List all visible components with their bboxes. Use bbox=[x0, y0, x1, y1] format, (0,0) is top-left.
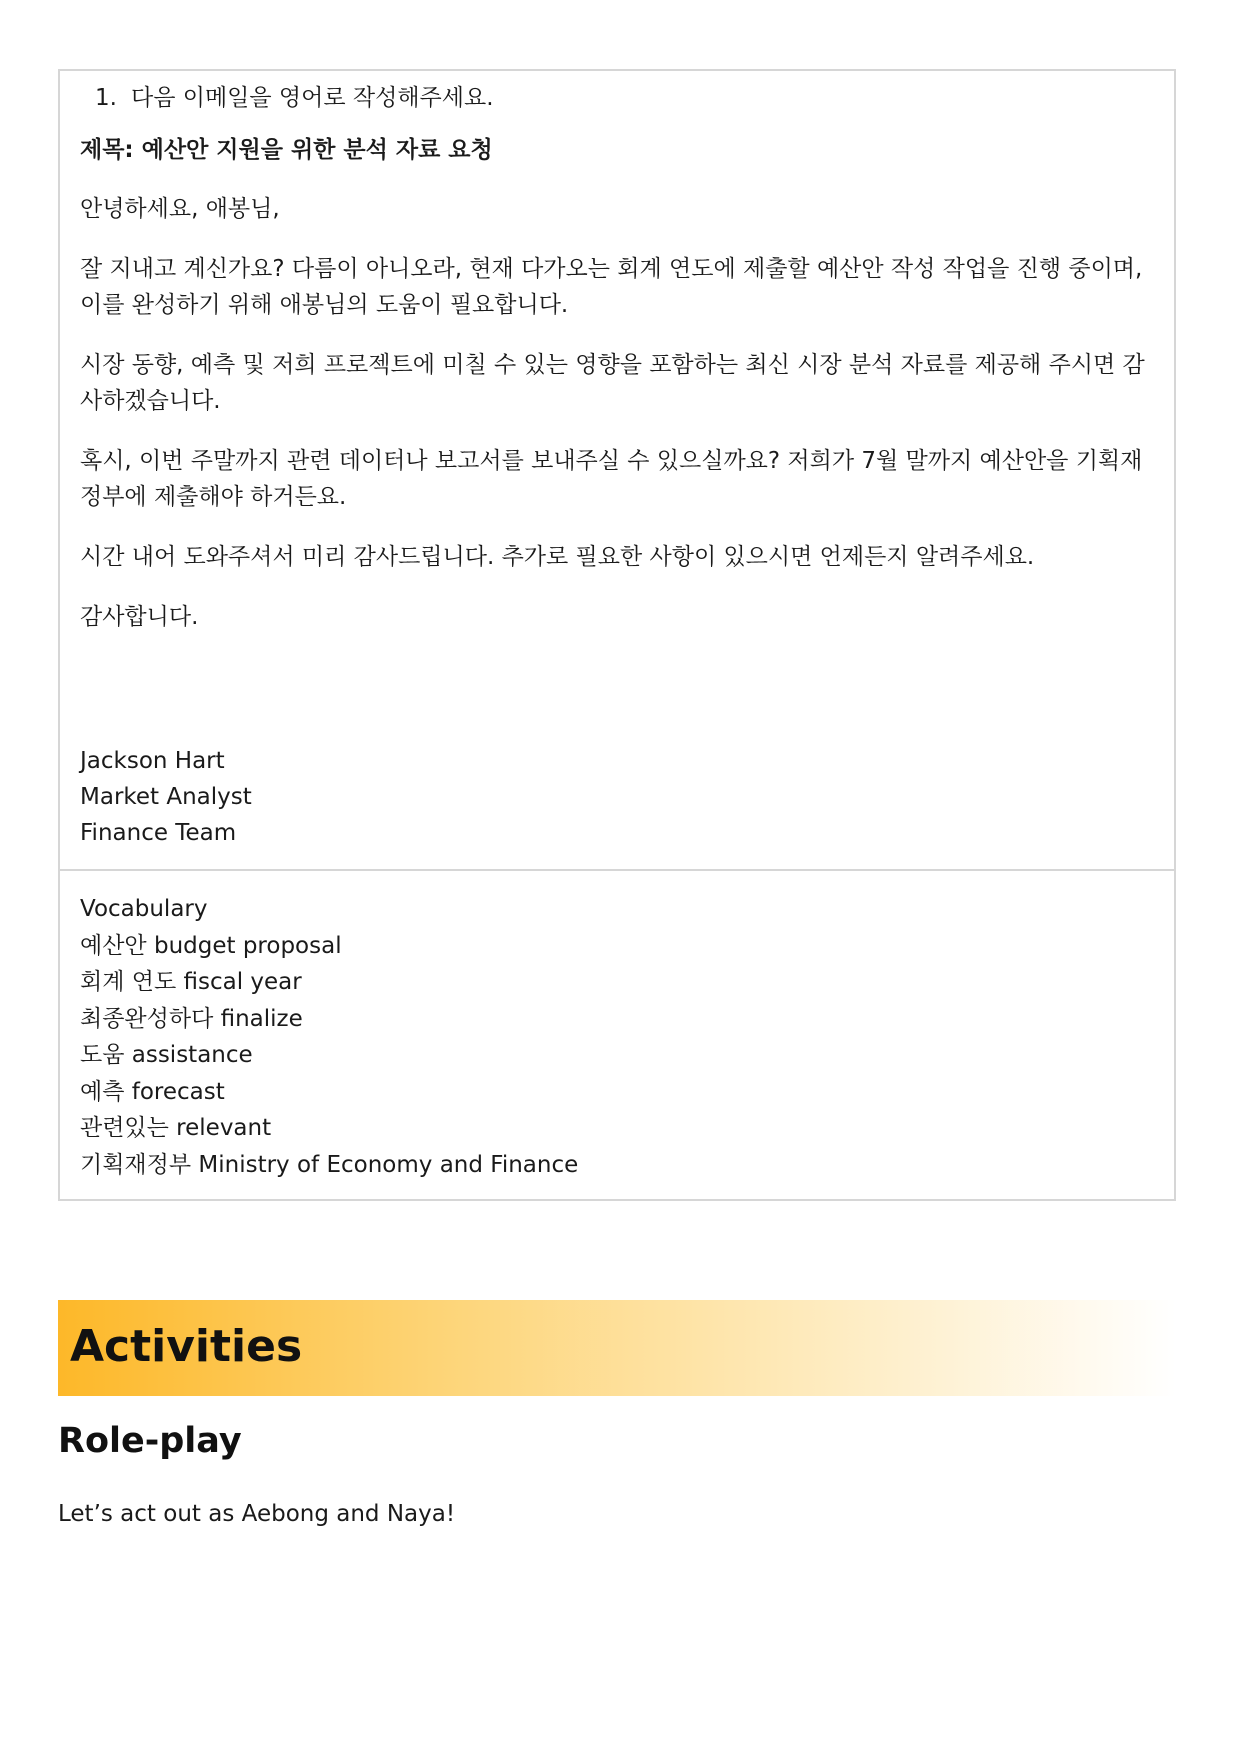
vocabulary-item: 예측 forecast bbox=[80, 1078, 225, 1105]
email-paragraph-4: 시간 내어 도와주셔서 미리 감사드립니다. 추가로 필요한 사항이 있으시면 언제든지 알려주세요. bbox=[80, 544, 1035, 570]
email-subject: 제목: 예산안 지원을 위한 분석 자료 요청 bbox=[80, 137, 493, 163]
task-text: 다음 이메일을 영어로 작성해주세요. bbox=[131, 85, 494, 111]
email-paragraph-3: 혹시, 이번 주말까지 관련 데이터나 보고서를 보내주실 수 있으실까요? 저희가 7월 말까지 예산안을 기획재정부에 제출해야 하거든요. bbox=[80, 448, 1143, 510]
signature-title: Market Analyst bbox=[80, 784, 252, 810]
vocabulary-item: 최종완성하다 finalize bbox=[80, 1005, 303, 1032]
vocabulary-item: 도움 assistance bbox=[80, 1042, 253, 1068]
activities-title: Activities bbox=[70, 1321, 303, 1372]
vocabulary-item: 회계 연도 fiscal year bbox=[80, 969, 302, 995]
activities-banner bbox=[58, 1300, 1176, 1396]
email-paragraph-2: 시장 동향, 예측 및 저희 프로젝트에 미칠 수 있는 영향을 포함하는 최신 시장 분석 자료를 제공해 주시면 감사하겠습니다. bbox=[80, 352, 1145, 414]
roleplay-intro: Let’s act out as Aebong and Naya! bbox=[58, 1501, 456, 1527]
vocabulary-item: 예산안 budget proposal bbox=[80, 932, 342, 959]
signature-name: Jackson Hart bbox=[80, 748, 225, 774]
email-closing: 감사합니다. bbox=[80, 604, 199, 630]
vocabulary-heading: Vocabulary bbox=[80, 896, 208, 922]
signature-team: Finance Team bbox=[80, 820, 237, 846]
roleplay-heading: Role-play bbox=[58, 1421, 242, 1461]
email-section bbox=[60, 71, 1174, 869]
email-paragraph-1: 잘 지내고 계신가요? 다름이 아니오라, 현재 다가오는 회계 연도에 제출할 예산안 작성 작업을 진행 중이며, 이를 완성하기 위해 애봉님의 도움이 필요합니다. bbox=[80, 256, 1143, 318]
vocabulary-section bbox=[60, 869, 1174, 1199]
task-number: 1. bbox=[95, 85, 117, 111]
task-instruction bbox=[80, 81, 1156, 115]
email-exercise-box bbox=[58, 69, 1176, 1201]
vocabulary-item: 기획재정부 Ministry of Economy and Finance bbox=[80, 1151, 579, 1178]
signature-spacer bbox=[80, 659, 1156, 743]
vocabulary-item: 관련있는 relevant bbox=[80, 1115, 272, 1141]
email-greeting: 안녕하세요, 애봉님, bbox=[80, 196, 280, 222]
